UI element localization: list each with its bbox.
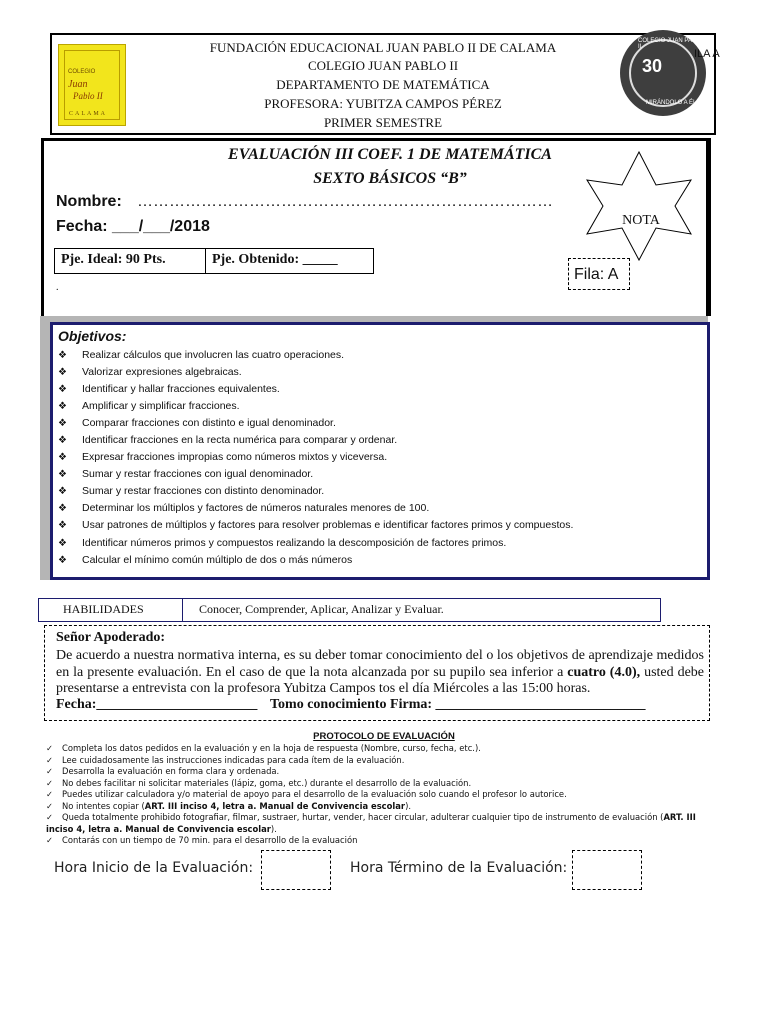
protocol-item: ✓ No intentes copiar (ART. III inciso 4, letra a. Manual de Convivencia escolar). <box>46 800 411 811</box>
objective-item: ❖ Usar patrones de múltiplos y factores para resolver problemas e identificar factores primos y compuestos. <box>58 517 698 534</box>
bullet-icon: ❖ <box>58 367 67 379</box>
bullet-icon: ❖ <box>58 469 67 481</box>
bullet-icon: ❖ <box>58 435 67 447</box>
score-box <box>54 248 374 274</box>
nota-label: NOTA <box>622 213 660 228</box>
evaluation-title: EVALUACIÓN III COEF. 1 DE MATEMÁTICA <box>228 146 552 163</box>
bullet-icon: ❖ <box>58 503 67 515</box>
objective-item: ❖ Sumar y restar fracciones con distinto denominador. <box>58 483 698 500</box>
objectives-list <box>58 347 698 569</box>
header-line-department: DEPARTAMENTO DE MATEMÁTICA <box>276 77 490 92</box>
pje-obtenido[interactable]: Pje. Obtenido: _____ <box>212 252 338 267</box>
protocol-item: ✓ Completa los datos pedidos en la evaluación y en la hoja de respuesta (Nombre, curso, fecha, etc.). <box>46 743 481 753</box>
apoderado-title: Señor Apoderado: <box>56 630 166 645</box>
hora-termino-box[interactable] <box>572 850 642 890</box>
objective-item: ❖ Determinar los múltiplos y factores de números naturales menores de 100. <box>58 500 698 517</box>
small-mark: . <box>56 282 59 293</box>
apoderado-text: De acuerdo a nuestra normativa interna, es su deber tomar conocimiento del o los objetivos de aprendizaje medidos en la presente evaluación. En el caso de que la nota alcanzada por su pupilo sea inferior a cuatro (4.0), usted debe presentarse a entrevista con la profesora Yubitza Campos tos el día Miércoles a las 15:00 horas. <box>56 648 704 696</box>
habilidades-label: HABILIDADES <box>63 602 144 616</box>
habilidades-value: Conocer, Comprender, Aplicar, Analizar y Evaluar. <box>199 602 444 616</box>
protocol-item: ✓ Desarrolla la evaluación en forma clara y ordenada. <box>46 766 280 776</box>
fecha-field[interactable]: Fecha: ___/___/2018 <box>56 218 210 235</box>
bullet-icon: ❖ <box>58 401 67 413</box>
header-line-teacher: PROFESORA: YUBITZA CAMPOS PÉREZ <box>264 96 502 111</box>
header-line-school: COLEGIO JUAN PABLO II <box>307 58 459 73</box>
fila-label: Fila: A <box>574 266 619 283</box>
nombre-label: Nombre: <box>56 193 122 210</box>
objective-item: ❖ Expresar fracciones impropias como números mixtos y viceversa. <box>58 449 698 466</box>
objective-item: ❖ Calcular el mínimo común múltiplo de dos o más números <box>58 552 698 569</box>
hora-inicio-box[interactable] <box>261 850 331 890</box>
header-line-semester: PRIMER SEMESTRE <box>323 115 443 130</box>
anniversary-seal: COLEGIO JUAN PABLO II 30 MIRÁNDOLO A ÉL <box>620 30 706 116</box>
bullet-icon: ❖ <box>58 486 67 498</box>
bullet-icon: ❖ <box>58 452 67 464</box>
bullet-icon: ❖ <box>58 520 67 532</box>
protocol-title: PROTOCOLO DE EVALUACIÓN <box>313 731 455 742</box>
protocol-item: ✓ Contarás con un tiempo de 70 min. para el desarrollo de la evaluación <box>46 835 358 845</box>
corner-fila-text: ILA A <box>694 48 720 60</box>
apoderado-fecha-field[interactable]: Fecha:_______________________ <box>56 697 258 712</box>
objective-item: ❖ Identificar números primos y compuestos realizando la descomposición de factores primos. <box>58 535 698 552</box>
hora-termino-label: Hora Término de la Evaluación: <box>350 860 568 876</box>
nombre-field[interactable]: …………………………………………………………………… <box>137 193 553 210</box>
evaluation-subtitle: SEXTO BÁSICOS “B” <box>313 170 467 187</box>
protocol-list <box>46 743 726 847</box>
objective-item: ❖ Identificar fracciones en la recta numérica para comparar y ordenar. <box>58 432 698 449</box>
protocol-item: ✓ Queda totalmente prohibido fotografiar, filmar, sustraer, hurtar, vender, hacer circular, adulterar cualquier tipo de instrumento de evaluación (ART. III inciso 4, letra a. Manual de Convivencia escolar). <box>46 812 696 834</box>
objectives-title: Objetivos: <box>58 328 127 344</box>
protocol-item: ✓ No debes facilitar ni solicitar materiales (lápiz, goma, etc.) durante el desarrollo de la evaluación. <box>46 777 472 788</box>
apoderado-firma-field[interactable]: Tomo conocimiento Firma: ______________________________ <box>270 697 646 712</box>
protocol-item: ✓ Puedes utilizar calculadora y/o material de apoyo para el desarrollo de la evaluación solo cuando el profesor lo autorice. <box>46 789 567 799</box>
bullet-icon: ❖ <box>58 350 67 361</box>
pje-ideal: Pje. Ideal: 90 Pts. <box>61 252 166 267</box>
bullet-icon: ❖ <box>58 384 67 396</box>
objective-item: ❖ Realizar cálculos que involucren las cuatro operaciones. <box>58 347 698 364</box>
bullet-icon: ❖ <box>58 418 67 430</box>
bullet-icon: ❖ <box>58 554 67 566</box>
objective-item: ❖ Sumar y restar fracciones con igual denominador. <box>58 466 698 483</box>
school-logo: COLEGIO Juan Pablo II CALAMA <box>58 44 126 126</box>
objective-item: ❖ Comparar fracciones con distinto e igual denominador. <box>58 415 698 432</box>
objective-item: ❖ Identificar y hallar fracciones equivalentes. <box>58 381 698 398</box>
objective-item: ❖ Amplificar y simplificar fracciones. <box>58 398 698 415</box>
nota-star-shape <box>583 150 695 262</box>
objective-item: ❖ Valorizar expresiones algebraicas. <box>58 364 698 381</box>
protocol-item: ✓ Lee cuidadosamente las instrucciones indicadas para cada ítem de la evaluación. <box>46 754 405 765</box>
header-line-foundation: FUNDACIÓN EDUCACIONAL JUAN PABLO II DE CALAMA <box>209 40 557 55</box>
bullet-icon: ❖ <box>58 537 67 549</box>
habilidades-row <box>38 598 661 622</box>
hora-inicio-label: Hora Inicio de la Evaluación: <box>54 860 254 876</box>
